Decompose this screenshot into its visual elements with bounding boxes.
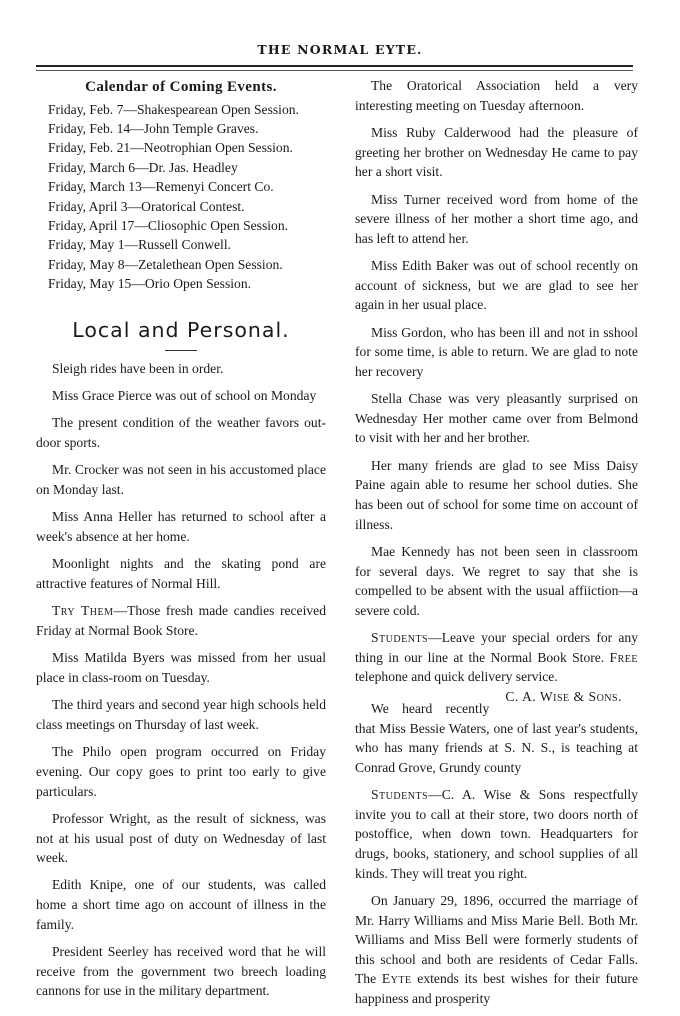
news-item: Miss Ruby Calderwood had the pleasure of greeting her brother on Wednesday He came to pay her a short visit. (355, 124, 638, 180)
left-column (36, 76, 326, 1009)
news-item: Miss Grace Pierce was out of school on Monday (52, 388, 317, 404)
item-emphasis: Eyte (381, 971, 412, 987)
calendar-event: Friday, Feb. 7—Shakespearean Open Session. (48, 101, 299, 117)
calendar-event: Friday, March 6—Dr. Jas. Headley (48, 159, 238, 175)
item-lead: Students (371, 630, 429, 646)
item-text: —Leave your special orders for any thing in our line at the Normal Book Store. (355, 630, 638, 665)
item-emphasis: Free (609, 649, 638, 665)
item-text: On January 29, 1896, occurred the marriage of Mr. Harry Williams and Miss Marie Bell. Both Mr. Williams and Miss Bell were formerly students of this school and both are residents of Cedar Falls. The (355, 892, 638, 987)
news-item-advert (355, 785, 638, 883)
news-item: The Philo open program occurred on Friday evening. Our copy goes to print too early to give particulars. (36, 744, 326, 799)
advert-signature: C. A. Wise & Sons. (505, 689, 622, 704)
calendar-events (36, 100, 326, 294)
calendar-event: Friday, May 8—Zetalethean Open Session. (48, 256, 283, 272)
item-text: —Those fresh made candies received Friday at Normal Book Store. (36, 603, 326, 638)
news-item: Miss Edith Baker was out of school recently on account of sickness, but we are glad to see her again in her usual place. (355, 258, 638, 313)
right-column (355, 76, 638, 1016)
news-item: Miss Gordon, who has been ill and not in sshool for some time, is able to return. We are glad to note her recovery (355, 324, 638, 379)
header-rule-thin (36, 70, 633, 71)
item-lead: Students (371, 787, 429, 803)
news-item: Professor Wright, as the result of sickness, was not at his usual post of duty on Wednesday of last week. (36, 810, 326, 866)
news-item: Moonlight nights and the skating pond are attractive features of Normal Hill. (36, 556, 326, 591)
news-item: President Seerley has received word that he will receive from the government two breech loading cannons for use in the military department. (36, 944, 326, 999)
calendar-event: Friday, March 13—Remenyi Concert Co. (48, 179, 274, 195)
running-title: THE NORMAL EYTE. (257, 42, 423, 57)
calendar-event: Friday, April 17—Cliosophic Open Session. (48, 218, 289, 234)
item-text: —C. A. Wise & Sons respectfully invite you to call at their store, two doors north of postoffice, when down town. Headquarters for drugs, books, stationery, and school supplies of all kinds. They will treat you right. (355, 787, 638, 881)
item-text: telephone and quick delivery service. (355, 669, 558, 685)
item-lead: Try Them (52, 603, 114, 619)
news-item (355, 891, 638, 1009)
news-item: Mr. Crocker was not seen in his accustomed place on Monday last. (36, 462, 326, 498)
news-item: The present condition of the weather favors out-door sports. (36, 415, 326, 451)
calendar-event: Friday, May 1—Russell Conwell. (48, 237, 232, 253)
section-divider (165, 350, 197, 351)
item-text: extends its best wishes for their future happiness and prosperity (355, 971, 638, 1006)
news-item: Edith Knipe, one of our students, was called home a short time ago on account of illness in the family. (36, 877, 326, 932)
section-title-local-personal: Local and Personal. (72, 317, 290, 342)
news-item-advert (355, 628, 638, 704)
news-item: Sleigh rides have been in order. (52, 360, 224, 376)
news-item: Her many friends are glad to see Miss Daisy Paine again able to resume her school duties. She has been out of school for some time on account of illness. (355, 457, 638, 532)
header-rule-thick (36, 65, 633, 67)
calendar-title: Calendar of Coming Events. (85, 79, 277, 95)
news-item: Stella Chase was very pleasantly surprised on Wednesday Her mother came over from Belmond to visit with her and her brother. (355, 391, 638, 446)
news-item: The Oratorical Association held a very interesting meeting on Tuesday afternoon. (355, 78, 638, 113)
news-item: Miss Matilda Byers was missed from her usual place in class-room on Tuesday. (36, 650, 326, 685)
news-item: The third years and second year high schools held class meetings on Thursday of last week. (36, 697, 326, 732)
news-item: Mae Kennedy has not been seen in classroom for several days. We regret to say that she is compelled to be absent with the usual affiiction—a severe cold. (355, 544, 638, 618)
calendar-event: Friday, Feb. 21—Neotrophian Open Session. (48, 140, 293, 156)
calendar-event: Friday, Feb. 14—John Temple Graves. (48, 121, 259, 136)
calendar-event: Friday, May 15—Orio Open Session. (48, 276, 252, 292)
calendar-event: Friday, April 3—Oratorical Contest. (48, 198, 245, 214)
news-item: We heard recently that Miss Bessie Waters, one of last year's students, who has many friends at S. N. S., is teaching at Conrad Grove, Grundy county (355, 701, 638, 775)
news-item-advert (36, 601, 326, 640)
news-item: Miss Turner received word from home of the severe illness of her mother a short time ago, and has left to attend her. (355, 191, 638, 246)
news-item: Miss Anna Heller has returned to school after a week's absence at her home. (36, 509, 326, 544)
